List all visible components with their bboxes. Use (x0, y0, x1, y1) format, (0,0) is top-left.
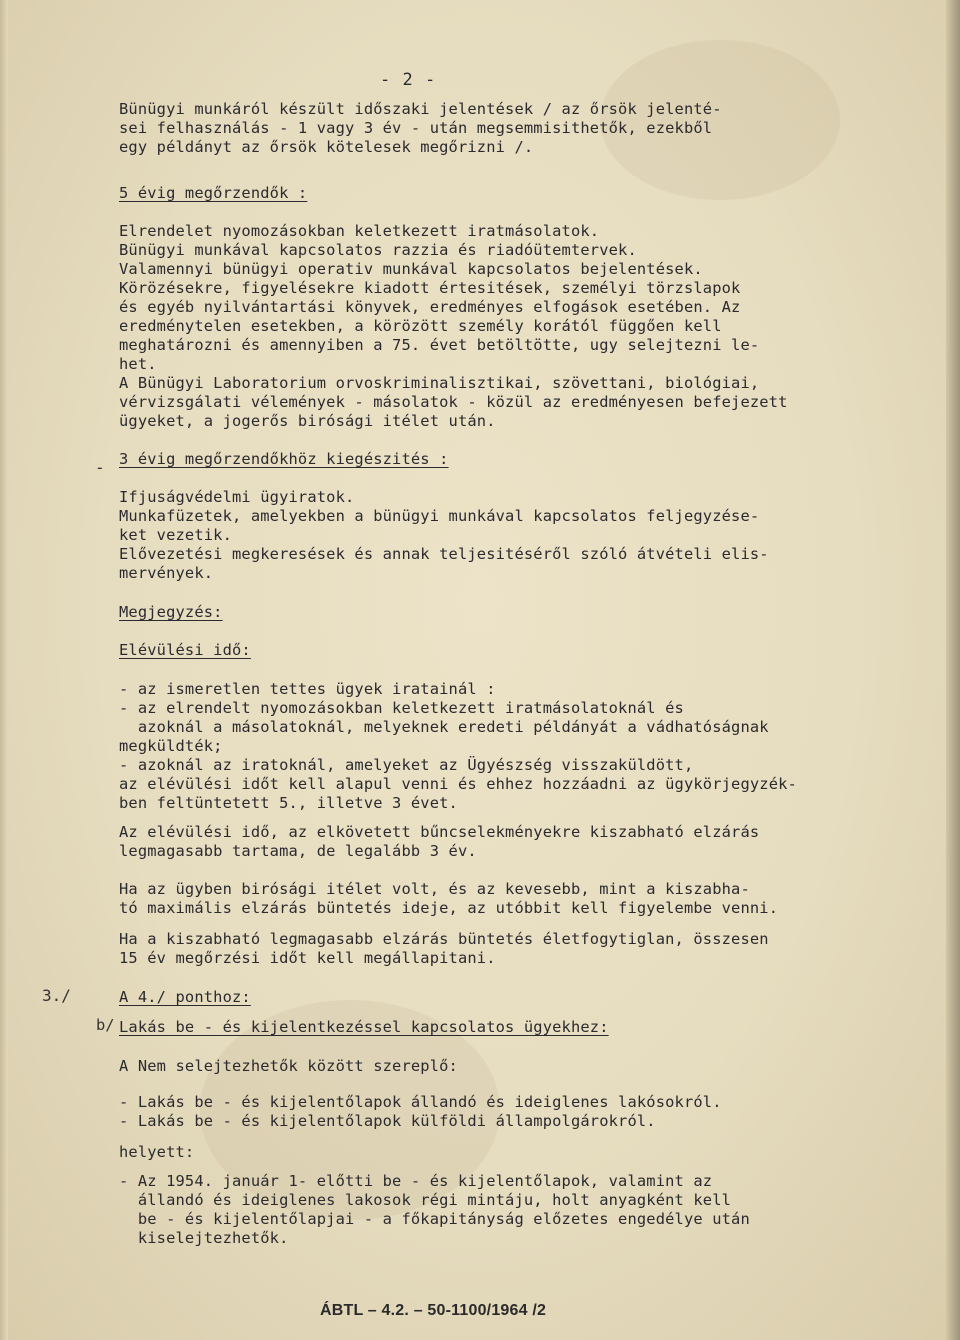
text-line: 15 év megőrzési időt kell megállapitani. (119, 949, 496, 967)
text-line: - az elrendelt nyomozásokban keletkezett iratmásolatoknál és (119, 699, 684, 717)
text-line: sei felhasználás - 1 vagy 3 év - után megsemmisithetők, ezekből (119, 119, 713, 137)
text-line: eredménytelen esetekben, a körözött személy korától függően kell (119, 317, 722, 335)
text-line: vérvizsgálati vélemények - másolatok - közül az eredményesen befejezett (119, 393, 788, 411)
text-line: állandó és ideiglenes lakosok régi mintáju, holt anyagként kell (119, 1191, 732, 1209)
text-line: Elrendelet nyomozásokban keletkezett iratmásolatok. (119, 222, 600, 240)
text-line: Lakás be - és kijelentkezéssel kapcsolatos ügyekhez: (119, 1018, 609, 1036)
text-line: ügyeket, a jogerős birósági itélet után. (119, 412, 496, 430)
text-line: azoknál a másolatoknál, melyeknek eredeti példányát a vádhatóságnak (119, 718, 769, 736)
text-line: és egyéb nyilvántartási könyvek, eredményes elfogások esetében. Az (119, 298, 741, 316)
text-line: Körözésekre, figyelésekre kiadott értesitések, személyi törzslapok (119, 279, 741, 297)
text-line: - Lakás be - és kijelentőlapok külföldi állampolgárokról. (119, 1112, 656, 1130)
text-line: az elévülési időt kell alapul venni és ehhez hozzáadni az ügykörjegyzék- (119, 775, 797, 793)
archive-reference: ÁBTL – 4.2. – 50-1100/1964 /2 (320, 1302, 547, 1319)
text-line: tó maximális elzárás büntetés ideje, az utóbbit kell figyelembe venni. (119, 899, 779, 917)
text-line: mervények. (119, 564, 214, 582)
text-line: Bünügyi munkával kapcsolatos razzia és riadóütemtervek. (119, 241, 637, 259)
text-line: be - és kijelentőlapjai - a főkapitányság előzetes engedélye után (119, 1210, 750, 1228)
text-line: Elévülési idő: (119, 641, 251, 659)
text-line: helyett: (119, 1143, 195, 1161)
page-left-edge (0, 0, 8, 1340)
page-right-edge (946, 0, 960, 1340)
text-line: Megjegyzés: (119, 603, 223, 621)
text-line: Elővezetési megkeresések és annak teljesitéséről szóló átvételi elis- (119, 545, 769, 563)
text-line: Bünügyi munkáról készült időszaki jelentések / az őrsök jelenté- (119, 100, 722, 118)
text-line: ket vezetik. (119, 526, 232, 544)
text-line: Valamennyi bünügyi operativ munkával kapcsolatos bejelentések. (119, 260, 703, 278)
page-number: - 2 - (380, 70, 437, 90)
text-line: Ha az ügyben birósági itélet volt, és az kevesebb, mint a kiszabha- (119, 880, 750, 898)
text-line: legmagasabb tartama, de legalább 3 év. (119, 842, 477, 860)
text-line: meghatározni és amennyiben a 75. évet betöltötte, ugy selejtezni le- (119, 336, 760, 354)
text-line: A 4./ ponthoz: (119, 988, 251, 1006)
text-line: kiselejtezhetők. (119, 1229, 289, 1247)
text-line: - Lakás be - és kijelentőlapok állandó és ideiglenes lakósokról. (119, 1093, 722, 1111)
section-number: 3./ (42, 986, 71, 1005)
text-line: 3 évig megőrzendőkhöz kiegészités : (119, 450, 449, 468)
text-line: - az ismeretlen tettes ügyek iratainál : (119, 680, 496, 698)
text-line: Ifjuságvédelmi ügyiratok. (119, 488, 355, 506)
text-line: Ha a kiszabható legmagasabb elzárás büntetés életfogytiglan, összesen (119, 930, 769, 948)
text-line: - Az 1954. január 1- előtti be - és kijelentőlapok, valamint az (119, 1172, 713, 1190)
sub-section-label: b/ (96, 1016, 115, 1034)
text-line: ben feltüntetett 5., illetve 3 évet. (119, 794, 458, 812)
text-line: egy példányt az őrsök kötelesek megőrizni /. (119, 138, 534, 156)
text-line: Az elévülési idő, az elkövetett bűncselekményekre kiszabható elzárás (119, 823, 760, 841)
text-line: het. (119, 355, 157, 373)
text-line: A Nem selejtezhetők között szereplő: (119, 1057, 458, 1075)
text-line: 5 évig megőrzendők : (119, 184, 308, 202)
margin-dash-mark: - (95, 458, 105, 477)
text-line: A Bünügyi Laboratorium orvoskriminalisztikai, szövettani, biológiai, (119, 374, 760, 392)
text-line: megküldték; (119, 737, 223, 755)
text-line: Munkafüzetek, amelyekben a bünügyi munkával kapcsolatos feljegyzése- (119, 507, 760, 525)
text-line: - azoknál az iratoknál, amelyeket az Ügyészség visszaküldött, (119, 756, 694, 774)
